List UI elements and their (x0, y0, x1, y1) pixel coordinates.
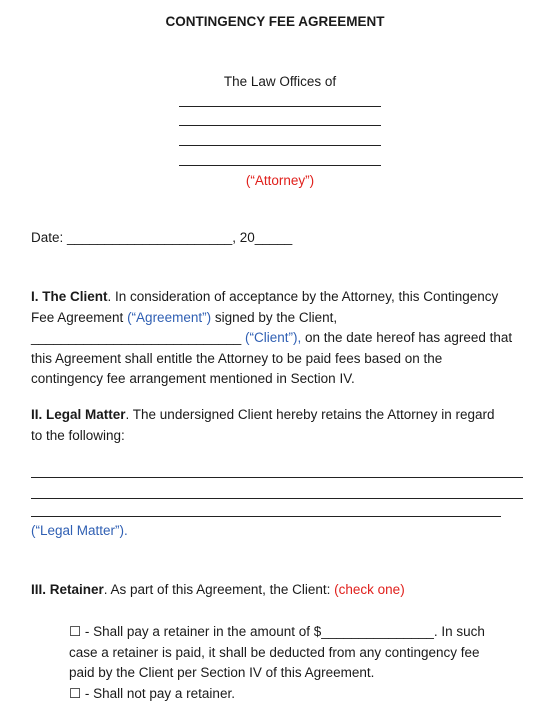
date-line (31, 230, 292, 245)
client-section: I. The Client. In consideration of acceptance by the Attorney, this Contingency Fee Agreement (“Agreement”) signed by the Client, ____________________________ (“Client”), on the date hereof has agreed that this Agreement shall entitle the Attorney to be paid fees based on the contingency fee arrangement mentioned in Section IV. (31, 289, 513, 386)
checkbox-icon[interactable]: ☐ (69, 686, 82, 701)
attorney-name-line-3[interactable] (179, 145, 381, 146)
agreement-tag: (“Agreement”) (127, 309, 212, 325)
legal-matter-line-3[interactable] (31, 516, 501, 517)
legal-matter-section: II. Legal Matter. The undersigned Client hereby retains the Attorney in regard to the following: (31, 407, 495, 443)
client-heading: I. The Client (31, 289, 108, 304)
attorney-name-line-1[interactable] (179, 106, 381, 107)
attorney-name-line-4[interactable] (179, 165, 381, 166)
date-year-prefix: , 20 (232, 230, 255, 245)
date-blank[interactable]: ______________________ (67, 230, 233, 245)
date-year-blank[interactable]: _____ (254, 230, 293, 245)
law-offices-label: The Law Offices of (223, 74, 337, 89)
legal-matter-line-1[interactable] (31, 477, 523, 478)
client-name-blank[interactable]: ____________________________ (31, 330, 242, 345)
retainer-amount-blank[interactable]: _______________ (321, 624, 434, 639)
retainer-option-2: ☐ - Shall not pay a retainer. (69, 686, 235, 701)
client-tag: (“Client”), (241, 330, 302, 345)
date-label: Date: (31, 230, 64, 245)
check-one-note: (check one) (334, 582, 405, 597)
legal-matter-heading: II. Legal Matter (31, 407, 126, 422)
attorney-tag: (“Attorney”) (245, 173, 315, 188)
legal-matter-tag: (“Legal Matter”). (31, 523, 128, 538)
document-title: CONTINGENCY FEE AGREEMENT (165, 14, 385, 29)
legal-matter-line-2[interactable] (31, 498, 523, 499)
attorney-name-line-2[interactable] (179, 125, 381, 126)
retainer-heading: III. Retainer (31, 582, 104, 597)
retainer-section: III. Retainer. As part of this Agreement, the Client: (check one) (31, 582, 405, 597)
retainer-option-1: ☐ - Shall pay a retainer in the amount of $_______________. In such case a retainer is paid, it shall be deducted from any contingency fee paid by the Client per Section IV of this Agreement. (69, 624, 485, 680)
checkbox-icon[interactable]: ☐ (69, 624, 82, 639)
